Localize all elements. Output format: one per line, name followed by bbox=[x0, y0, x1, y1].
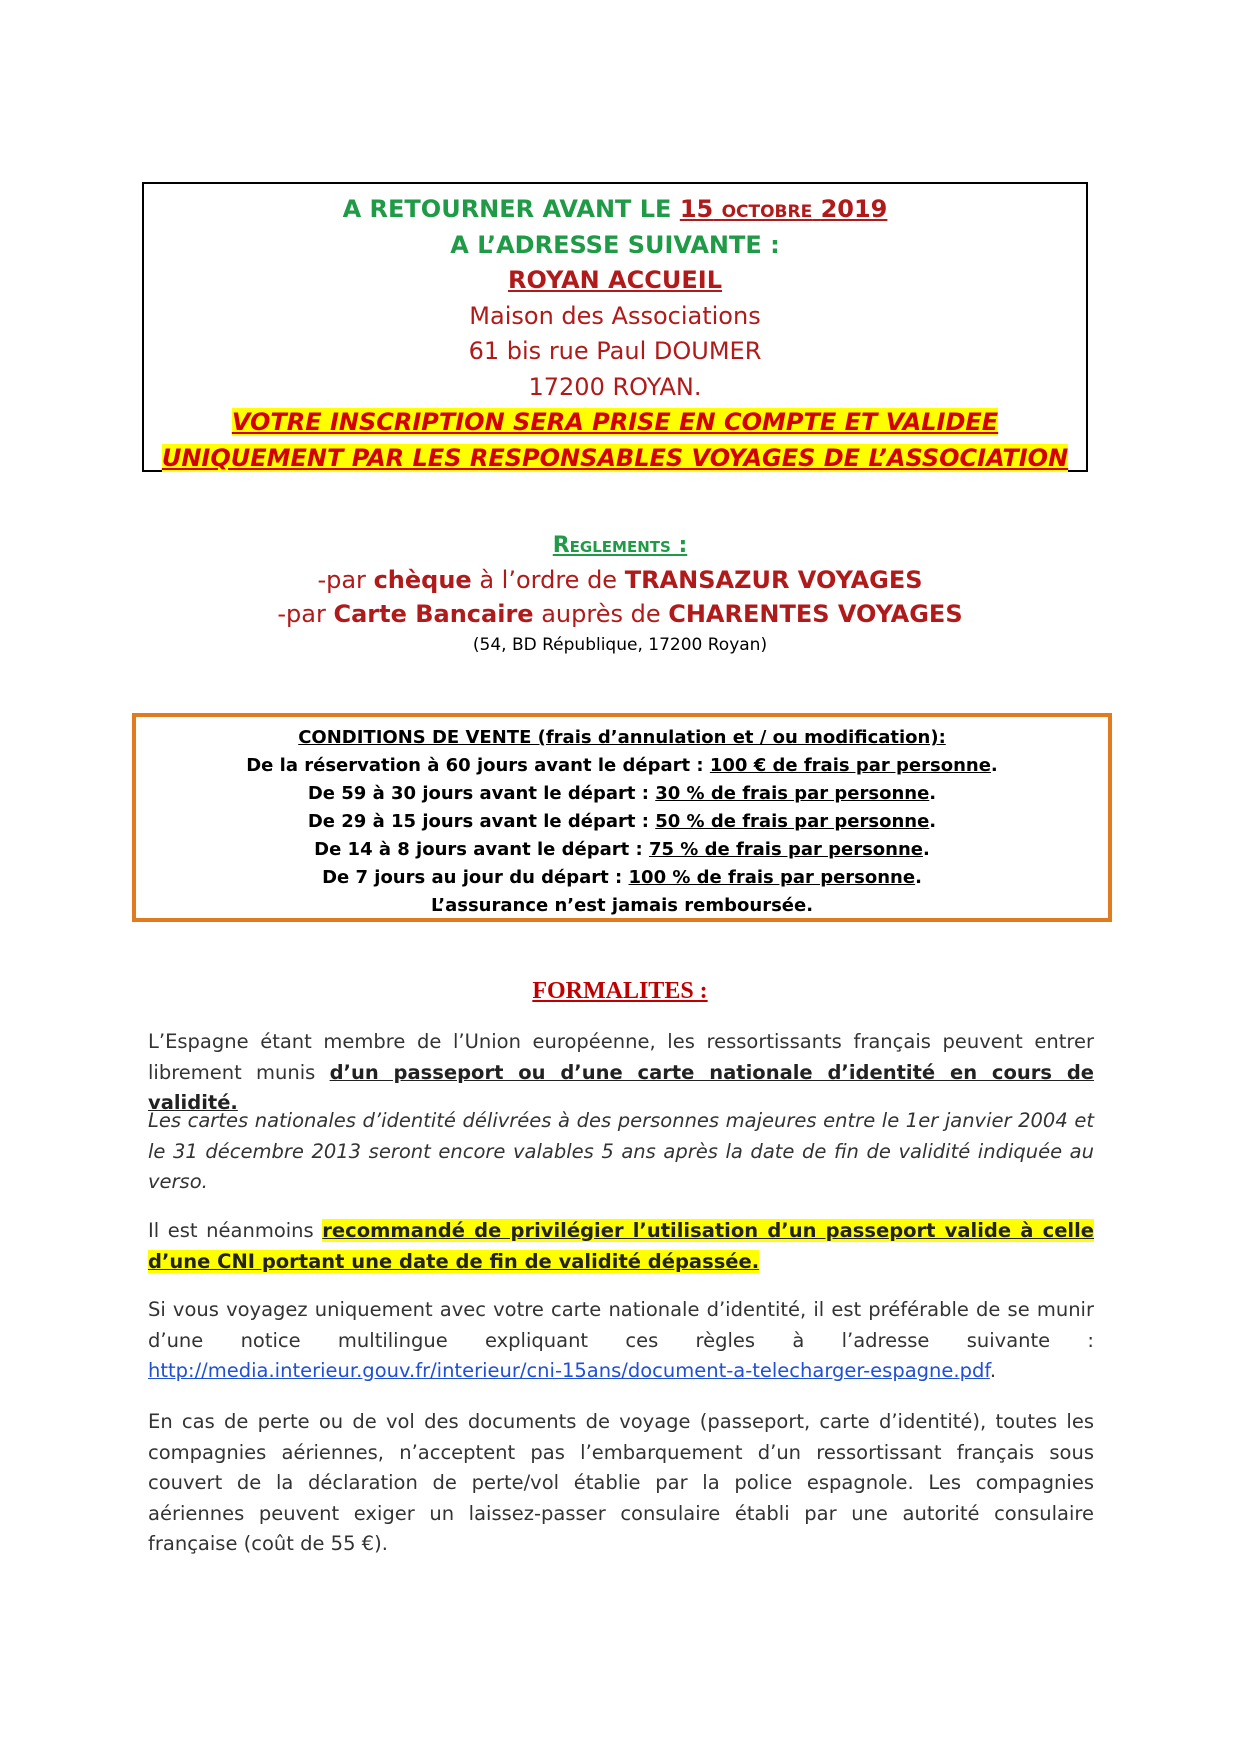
formalities-title: FORMALITES : bbox=[532, 978, 708, 1004]
condition-row: De 29 à 15 jours avant le départ : 50 % de frais par personne. bbox=[307, 811, 937, 832]
payment-title-line bbox=[0, 529, 1240, 563]
condition-row: De 14 à 8 jours avant le départ : 75 % de frais par personne. bbox=[314, 839, 930, 860]
payment-card: -par Carte Bancaire auprès de CHARENTES VOYAGES bbox=[277, 600, 963, 628]
formalities-paragraph-2: Les cartes nationales d’identité délivrées à des personnes majeures entre le 1er janvier 2004 et le 31 décembre 2013 seront encore valables 5 ans après la date de fin de validité indiquée au verso. bbox=[148, 1109, 1094, 1193]
warning-line-1: VOTRE INSCRIPTION SERA PRISE EN COMPTE ET VALIDEE bbox=[231, 408, 999, 436]
payment-section bbox=[0, 529, 1240, 659]
condition-row: De 59 à 30 jours avant le départ : 30 % de frais par personne. bbox=[307, 783, 937, 804]
address-line-1: Maison des Associations bbox=[469, 301, 761, 330]
formalities-paragraph-3: Il est néanmoins recommandé de privilégier l’utilisation d’un passeport valide à celle d’une CNI portant une date de fin de validité dépassée. bbox=[148, 1219, 1095, 1273]
condition-row: De la réservation à 60 jours avant le départ : 100 € de frais par personne. bbox=[246, 755, 998, 776]
address-intro: A L’ADRESSE SUIVANTE : bbox=[450, 230, 780, 259]
return-address-box bbox=[142, 182, 1088, 472]
payment-title: Reglements : bbox=[552, 533, 688, 558]
warning-line-2: UNIQUEMENT PAR LES RESPONSABLES VOYAGES DE L’ASSOCIATION bbox=[161, 443, 1069, 472]
deadline-date: 15 octobre 2019 bbox=[679, 195, 888, 223]
deadline-prefix: A RETOURNER AVANT LE bbox=[342, 195, 680, 223]
agency-address: (54, BD République, 17200 Royan) bbox=[472, 635, 768, 655]
deadline-line bbox=[144, 192, 1086, 228]
conditions-title: CONDITIONS DE VENTE (frais d’annulation et / ou modification): bbox=[298, 727, 946, 748]
formalities-paragraph-1: L’Espagne étant membre de l’Union européenne, les ressortissants français peuvent entrer librement munis d’un passeport ou d’une carte nationale d’identité en cours de validité. bbox=[148, 1030, 1094, 1114]
id-notice-link[interactable]: http://media.interieur.gouv.fr/interieur/cni-15ans/document-a-telecharger-espagne.pdf bbox=[148, 1359, 990, 1382]
formalities-paragraph-4: Si vous voyagez uniquement avec votre carte nationale d’identité, il est préférable de se munir d’une notice multilingue expliquant ces règles à l’adresse suivante : http://media.interieur.gouv.fr/interieur/cni-15ans/document-a-telecharger-espagne.pdf. bbox=[148, 1298, 1094, 1382]
address-line-2: 61 bis rue Paul DOUMER bbox=[468, 337, 762, 365]
payment-cheque: -par chèque à l’ordre de TRANSAZUR VOYAGES bbox=[317, 566, 923, 594]
formalities-paragraph-5: En cas de perte ou de vol des documents de voyage (passeport, carte d’identité), toutes les compagnies aériennes, n’acceptent pas l’embarquement d’un ressortissant français sous couvert de la déclaration de perte/vol établie par la police espagnole. Les compagnies aériennes peuvent exiger un laissez-passer consulaire établi par une autorité consulaire française (coût de 55 €). bbox=[148, 1410, 1094, 1555]
address-line-3: 17200 ROYAN. bbox=[528, 372, 702, 401]
org-name: ROYAN ACCUEIL bbox=[507, 266, 723, 294]
sale-conditions-box bbox=[132, 713, 1112, 922]
insurance-note: L’assurance n’est jamais remboursée. bbox=[430, 895, 814, 916]
condition-row: De 7 jours au jour du départ : 100 % de frais par personne. bbox=[322, 867, 922, 888]
org-name-line bbox=[144, 263, 1086, 299]
